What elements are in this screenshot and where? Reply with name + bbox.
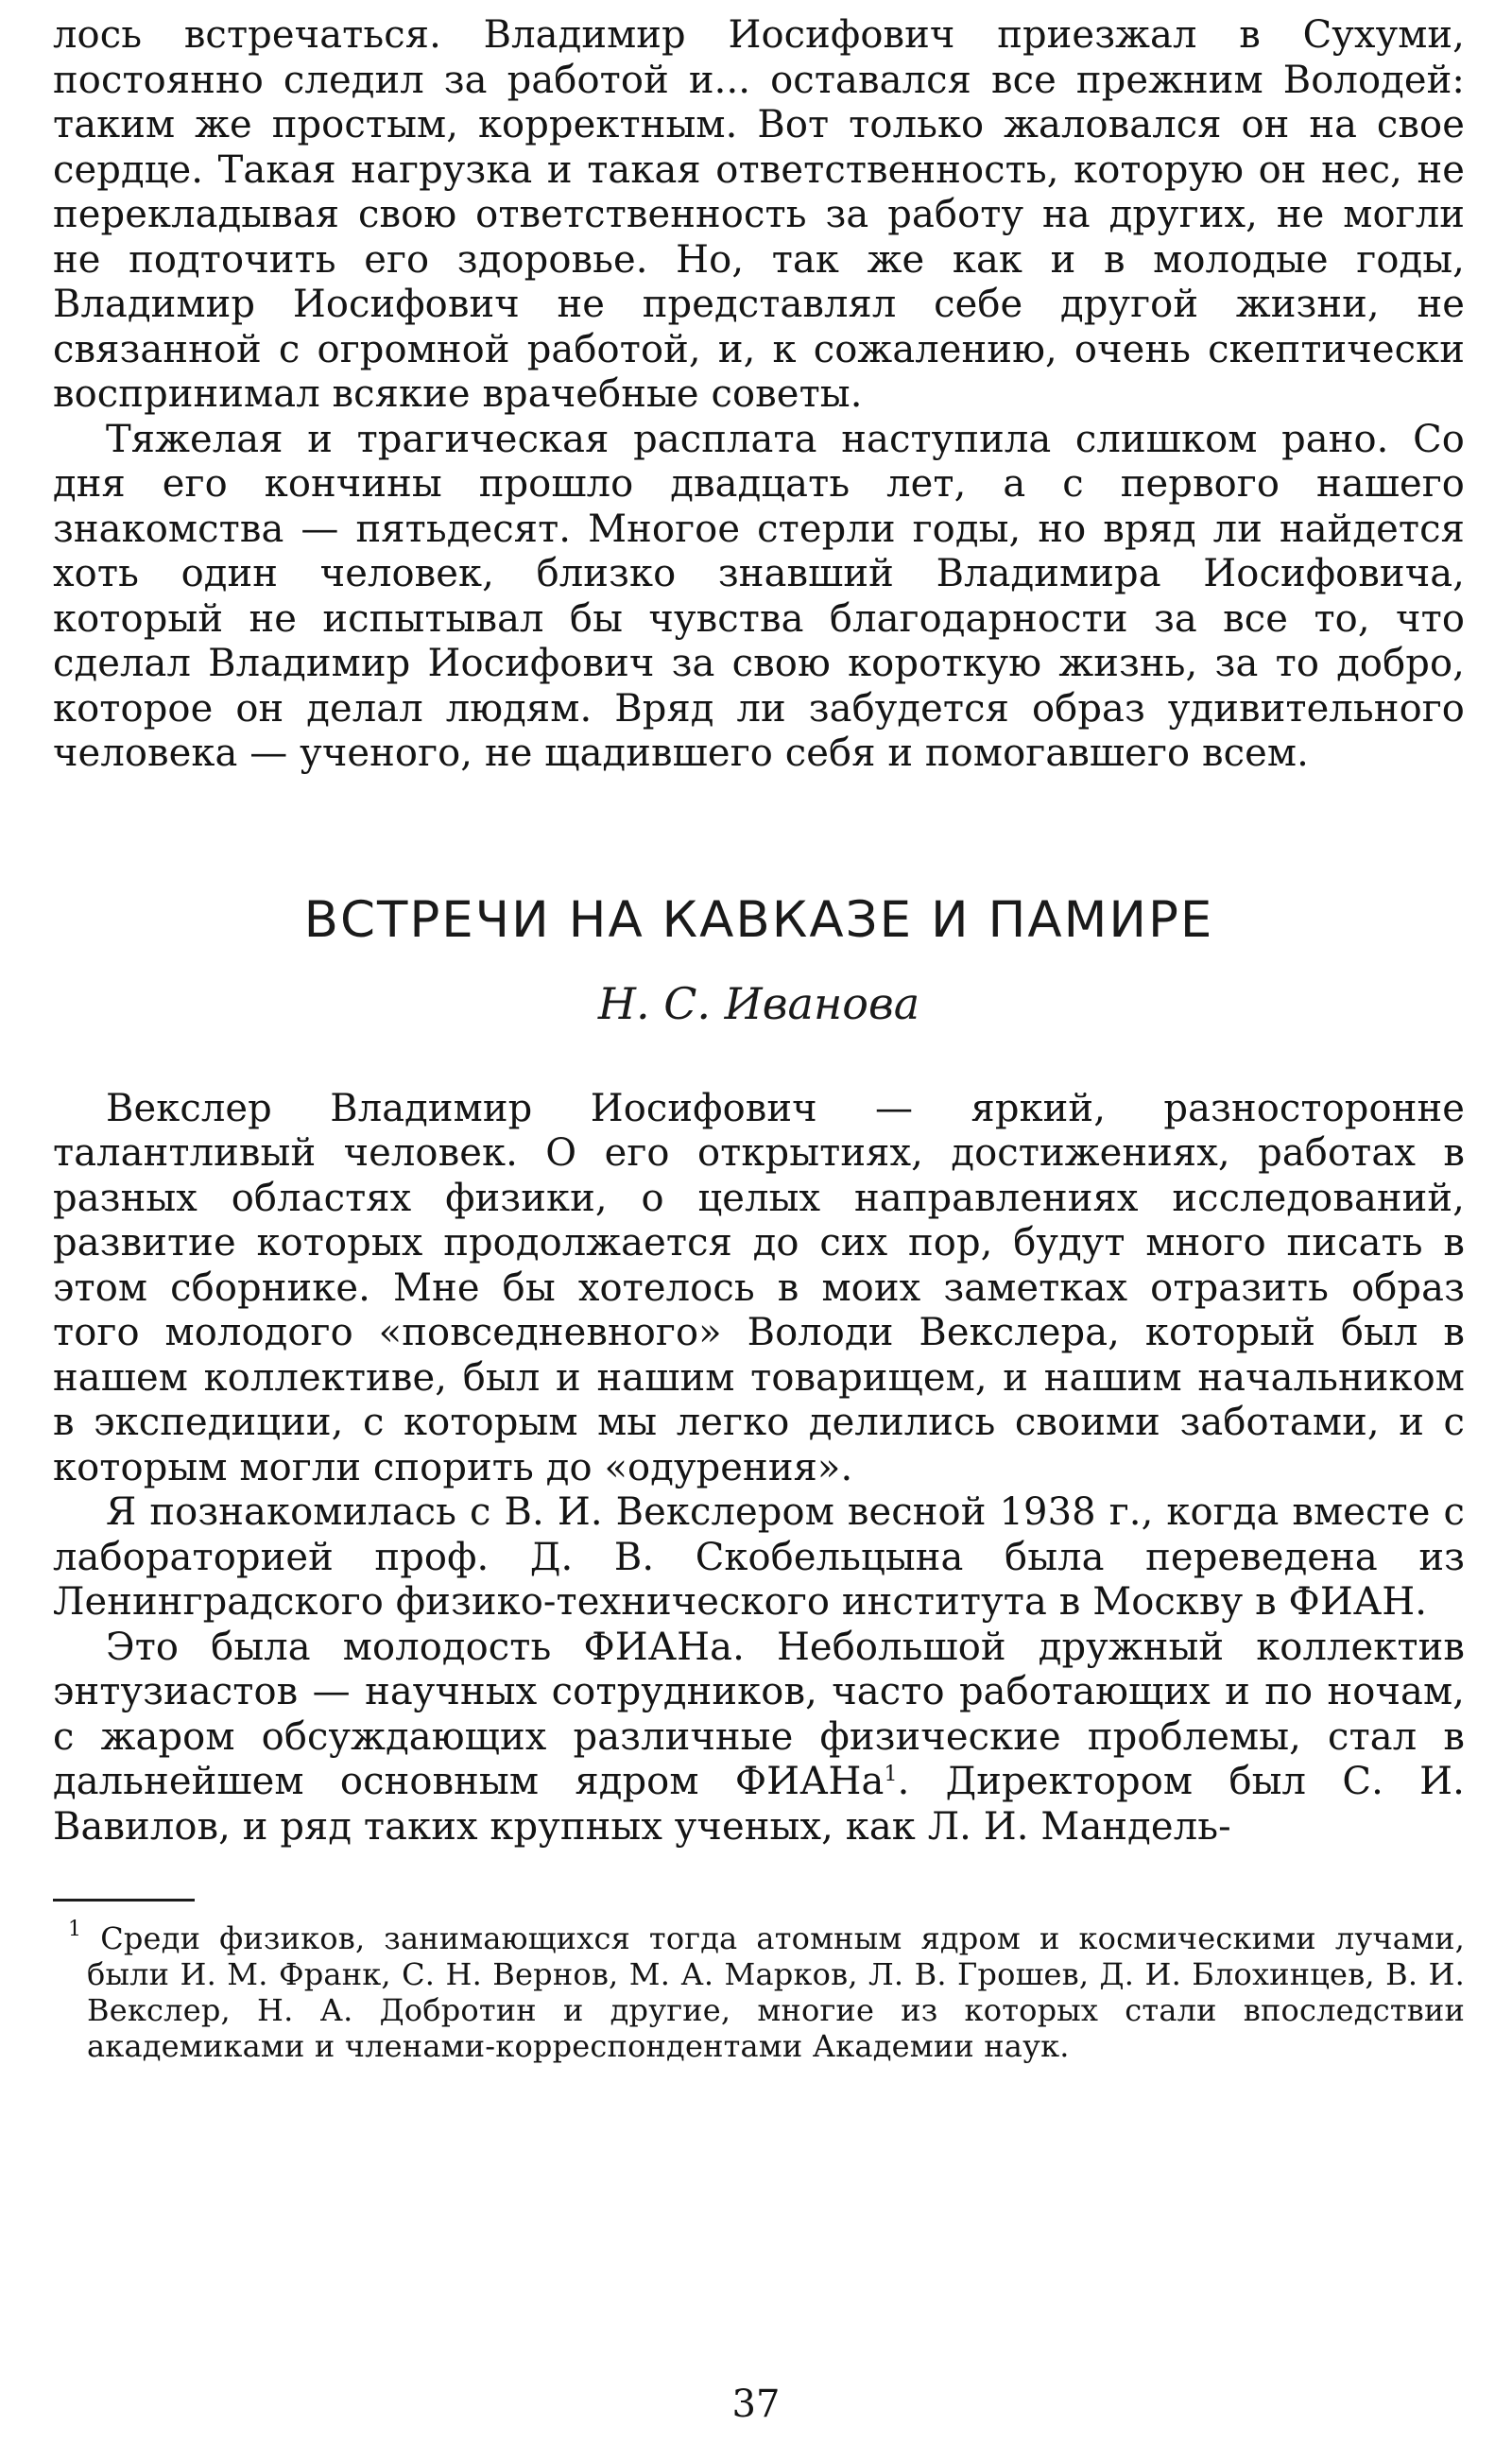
body-paragraph: лось встречаться. Владимир Иосифович приезжал в Сухуми, постоянно следил за работой и... оставался все прежним Володей: таким же простым, корректным. Вот только жаловался он на свое сердце. Такая нагрузка и такая ответственность, которую он нес, не перекладывая свою ответственность за работу на других, не могли не подточить его здоровье. Но, так же как и в молодые годы, Владимир Иосифович не представлял себе другой жизни, не связанной с огромной работой, и, к сожалению, очень скептически воспринимал всякие врачебные советы. bbox=[53, 13, 1465, 416]
section-gap bbox=[53, 1032, 1465, 1087]
paragraph-text: Это была молодость ФИАНа. Небольшой дружный коллектив энтузиастов — научных сотрудников, часто работающих и по ночам, с жаром обсуждающих различные физические проблемы, стал в дальнейшем основным ядром ФИАНа bbox=[53, 1625, 1465, 1803]
footnote-text: Среди физиков, занимающихся тогда атомным ядром и космическими лучами, были И. М. Франк, С. Н. Вернов, М. А. Марков, Л. В. Грошев, Д. И. Блохинцев, В. И. Векслер, Н. А. Добротин и другие, многие из которых стали впоследствии академиками и членами-корреспондентами Академии наук. bbox=[87, 1920, 1465, 2064]
body-paragraph: Векслер Владимир Иосифович — яркий, разносторонне талантливый человек. О его открытиях, достижениях, работах в разных областях физики, о целых направлениях исследований, развитие которых продолжается до сих пор, будут много писать в этом сборнике. Мне бы хотелось в моих заметках отразить образ того молодого «повседневного» Володи Векслера, который был в нашем коллективе, был и нашим товарищем, и нашим начальником в экспедиции, с которым мы легко делились своими заботами, и с которым могли спорить до «одурения». bbox=[53, 1086, 1465, 1489]
body-paragraph bbox=[53, 1626, 1465, 1850]
chapter-author: Н. С. Иванова bbox=[597, 977, 920, 1029]
footnote-reference: 1 bbox=[884, 1763, 898, 1786]
footnote-divider bbox=[53, 1899, 195, 1902]
paragraph-text: . Директором был С. И. Вавилов, и ряд таких крупных ученых, как Л. И. Мандель- bbox=[53, 1760, 1465, 1849]
chapter-title: ВСТРЕЧИ НА КАВКАЗЕ И ПАМИРЕ bbox=[303, 890, 1214, 949]
section-gap bbox=[53, 777, 1465, 886]
body-paragraph: Я познакомилась с В. И. Векслером весной 1938 г., когда вместе с лабораторией проф. Д. В. Скобельцына была переведена из Ленинградского физико-технического института в Москву в ФИАН. bbox=[53, 1490, 1465, 1624]
footnote-mark: 1 bbox=[68, 1918, 82, 1941]
page-number: 37 bbox=[731, 2383, 781, 2426]
page-content bbox=[53, 13, 1465, 2064]
body-paragraph: Тяжелая и трагическая расплата наступила слишком рано. Со дня его кончины прошло двадцать лет, а с первого нашего знакомства — пятьдесят. Многое стерли годы, но вряд ли найдется хоть один человек, близко знавший Владимира Иосифовича, который не испытывал бы чувства благодарности за все то, что сделал Владимир Иосифович за свою короткую жизнь, за то добро, которое он делал людям. Вряд ли забудется образ удивительного человека — ученого, не щадившего себя и помогавшего всем. bbox=[53, 417, 1465, 775]
footnote bbox=[53, 1920, 1465, 2064]
